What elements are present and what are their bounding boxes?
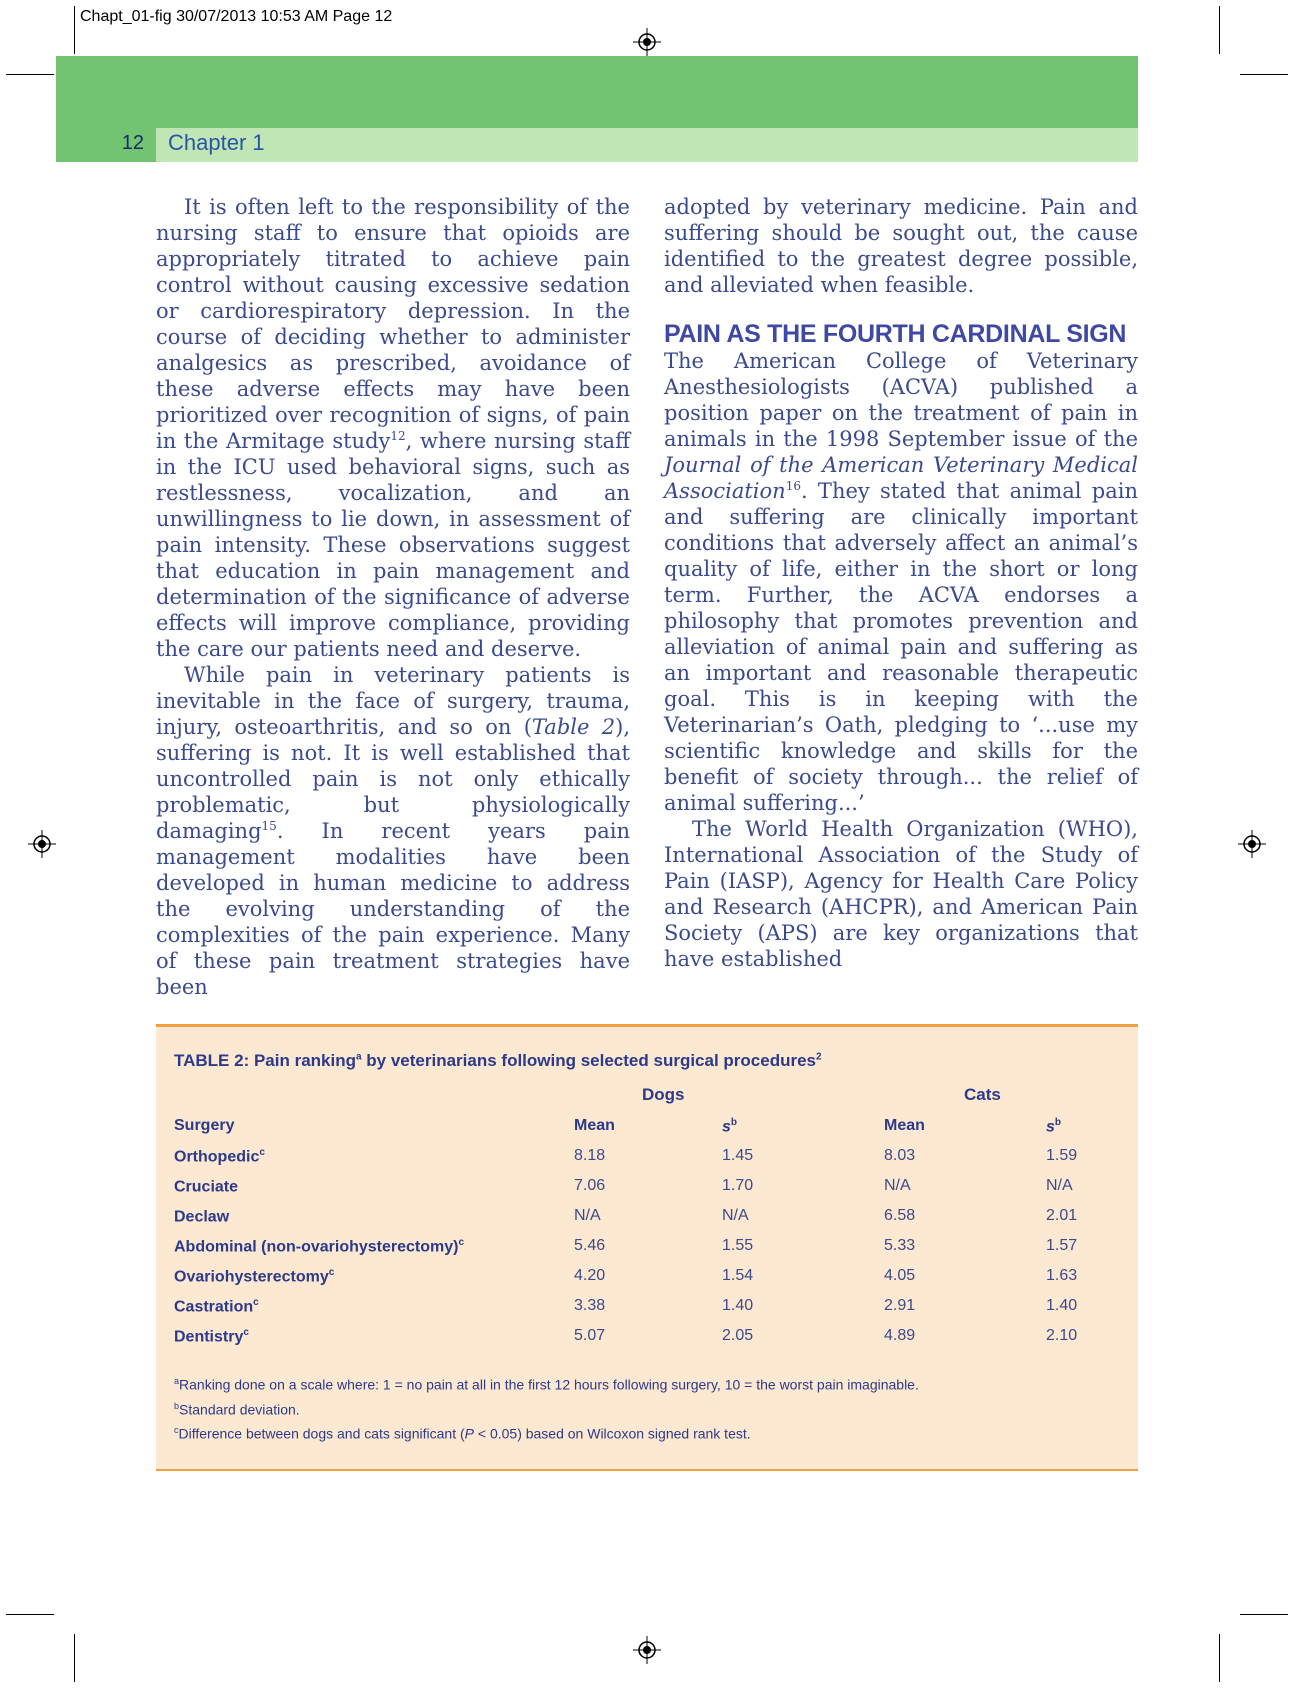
cat-mean-cell: 8.03 (884, 1147, 916, 1164)
column-header-cat-sd: $s^b$ (1046, 1117, 1062, 1136)
table-header-row (174, 1111, 1120, 1141)
cat-mean-cell: 6.58 (884, 1207, 916, 1224)
cat-sd-cell: 1.40 (1046, 1297, 1078, 1314)
registration-mark-icon (1238, 830, 1266, 858)
registration-mark-icon (28, 830, 56, 858)
right-column (664, 194, 1138, 972)
page-number-box (56, 128, 156, 162)
print-slug: Chapt_01-fig 30/07/2013 10:53 AM Page 12 (80, 8, 393, 25)
dog-sd-cell: N/A (722, 1207, 749, 1224)
surgery-cell: Orthopedic$^c$ (174, 1147, 265, 1166)
chapter-title: Chapter 1 (168, 130, 265, 155)
surgery-cell: Castration$^c$ (174, 1297, 259, 1316)
left-column (156, 194, 630, 1000)
paragraph: It is often left to the responsibility of the nursing staff to ensure that opioids are appropriately titrated to achieve pain control without causing excessive sedation or cardiorespiratory depression. In the course of deciding whether to administer analgesics as prescribed, avoidance of these adverse effects may have been prioritized over recognition of signs, of pain in the Armitage study$^{12}$, where nursing staff in the ICU used behavioral signs, such as restlessness, vocalization, and an unwillingness to lie down, in assessment of pain intensity. These observations suggest that education in pain management and determination of the significance of adverse effects will improve compliance, providing the care our patients need and deserve. (156, 195, 630, 661)
data-table (174, 1081, 1120, 1351)
dog-sd-cell: 1.54 (722, 1267, 754, 1284)
surgery-cell: Dentistry$^c$ (174, 1327, 249, 1346)
crop-mark (1240, 1614, 1288, 1615)
dog-mean-cell: 7.06 (574, 1177, 606, 1194)
cat-sd-cell: N/A (1046, 1177, 1073, 1194)
table-group-row (174, 1081, 1120, 1111)
cat-mean-cell: 4.89 (884, 1327, 916, 1344)
dog-mean-cell: 8.18 (574, 1147, 606, 1164)
table-row (174, 1201, 1120, 1231)
group-header-dogs: Dogs (642, 1085, 685, 1104)
cat-mean-cell: 2.91 (884, 1297, 916, 1314)
journal-title: Journal of the American Veterinary Medical Association (664, 453, 1138, 503)
column-header-cat-mean: Mean (884, 1117, 925, 1134)
cat-sd-cell: 2.10 (1046, 1327, 1078, 1344)
crop-mark (6, 1614, 54, 1615)
section-heading: PAIN AS THE FOURTH CARDINAL SIGN (664, 320, 1127, 348)
chapter-bar (156, 128, 1138, 162)
paragraph: The American College of Veterinary Anesthesiologists (ACVA) published a position paper on the treatment of pain in animals in the 1998 September issue of the Journal of the American Veterinary Medical Association$^{16}$. They stated that animal pain and suffering are clinically important conditions that adversely affect an animal’s quality of life, either in the short or long term. Further, the ACVA endorses a philosophy that promotes prevention and alleviation of animal pain and suffering as an important and reasonable therapeutic goal. This is in keeping with the Veterinarian’s Oath, pledging to ‘...use my scientific knowledge and skills for the benefit of society through... the relief of animal suffering...’ (664, 349, 1138, 815)
running-header (56, 128, 1138, 162)
crop-mark (1240, 74, 1288, 75)
crop-mark (1219, 1634, 1220, 1682)
table-row (174, 1231, 1120, 1261)
surgery-cell: Ovariohysterectomy$^c$ (174, 1267, 335, 1286)
group-header-cats: Cats (964, 1085, 1001, 1104)
dog-sd-cell: 1.40 (722, 1297, 754, 1314)
page-number: 12 (121, 132, 144, 154)
crop-mark (6, 74, 54, 75)
reference-superscript: 16 (785, 479, 801, 493)
cat-mean-cell: 4.05 (884, 1267, 916, 1284)
table-row (174, 1171, 1120, 1201)
registration-mark-icon (633, 28, 661, 56)
table-footnotes (174, 1371, 919, 1445)
footnote-c: $^c$Difference between dogs and cats significant (P < 0.05) based on Wilcoxon signed rank test. (174, 1425, 751, 1442)
table-row (174, 1141, 1120, 1171)
column-header-surgery: Surgery (174, 1117, 235, 1134)
cat-sd-cell: 2.01 (1046, 1207, 1078, 1224)
dog-mean-cell: 5.07 (574, 1327, 606, 1344)
table-title: TABLE 2: Pain ranking$^a$ by veterinarians following selected surgical procedures$^2$ (174, 1051, 822, 1070)
reference-superscript: 15 (261, 819, 277, 833)
header-band (56, 56, 1138, 128)
table-row (174, 1321, 1120, 1351)
paragraph: While pain in veterinary patients is inevitable in the face of surgery, trauma, injury, osteoarthritis, and so on (Table 2), suffering is not. It is well established that uncontrolled pain is not only ethically problematic, but physiologically damaging$^{15}$. In recent years pain management modalities have been developed in human medicine to address the evolving understanding of the complexities of the pain experience. Many of these pain treatment strategies have been (156, 663, 630, 999)
crop-mark (74, 1634, 75, 1682)
column-header-dog-sd: $s^b$ (722, 1117, 738, 1136)
paragraph: adopted by veterinary medicine. Pain and suffering should be sought out, the cause identified to the greatest degree possible, and alleviated when feasible. (664, 195, 1138, 297)
surgery-cell: Abdominal (non-ovariohysterectomy)$^c$ (174, 1237, 465, 1256)
surgery-cell: Cruciate (174, 1178, 239, 1196)
table-reference: Table 2 (531, 715, 616, 739)
dog-mean-cell: 4.20 (574, 1267, 606, 1284)
cat-sd-cell: 1.57 (1046, 1237, 1078, 1254)
registration-mark-icon (633, 1636, 661, 1664)
dog-sd-cell: 1.55 (722, 1237, 754, 1254)
cat-sd-cell: 1.63 (1046, 1267, 1078, 1284)
dog-mean-cell: 3.38 (574, 1297, 606, 1314)
dog-sd-cell: 2.05 (722, 1327, 754, 1344)
table-row (174, 1291, 1120, 1321)
cat-sd-cell: 1.59 (1046, 1147, 1078, 1164)
dog-sd-cell: 1.70 (722, 1177, 754, 1194)
cat-mean-cell: N/A (884, 1177, 911, 1194)
cat-mean-cell: 5.33 (884, 1237, 916, 1254)
footnote-a: $^a$Ranking done on a scale where: 1 = no pain at all in the first 12 hours following surgery, 10 = the worst pain imaginable. (174, 1376, 919, 1393)
dog-mean-cell: 5.46 (574, 1237, 606, 1254)
crop-mark (74, 6, 75, 54)
dog-sd-cell: 1.45 (722, 1147, 754, 1164)
crop-mark (1219, 6, 1220, 54)
reference-superscript: 12 (390, 429, 406, 443)
paragraph: The World Health Organization (WHO), International Association of the Study of Pain (IASP), Agency for Health Care Policy and Research (AHCPR), and American Pain Society (APS) are key organizations that have established (664, 817, 1138, 971)
footnote-b: $^b$Standard deviation. (174, 1400, 300, 1418)
surgery-cell: Declaw (174, 1208, 230, 1226)
column-header-dog-mean: Mean (574, 1117, 615, 1134)
dog-mean-cell: N/A (574, 1207, 601, 1224)
table-row (174, 1261, 1120, 1291)
table-box (156, 1024, 1138, 1471)
